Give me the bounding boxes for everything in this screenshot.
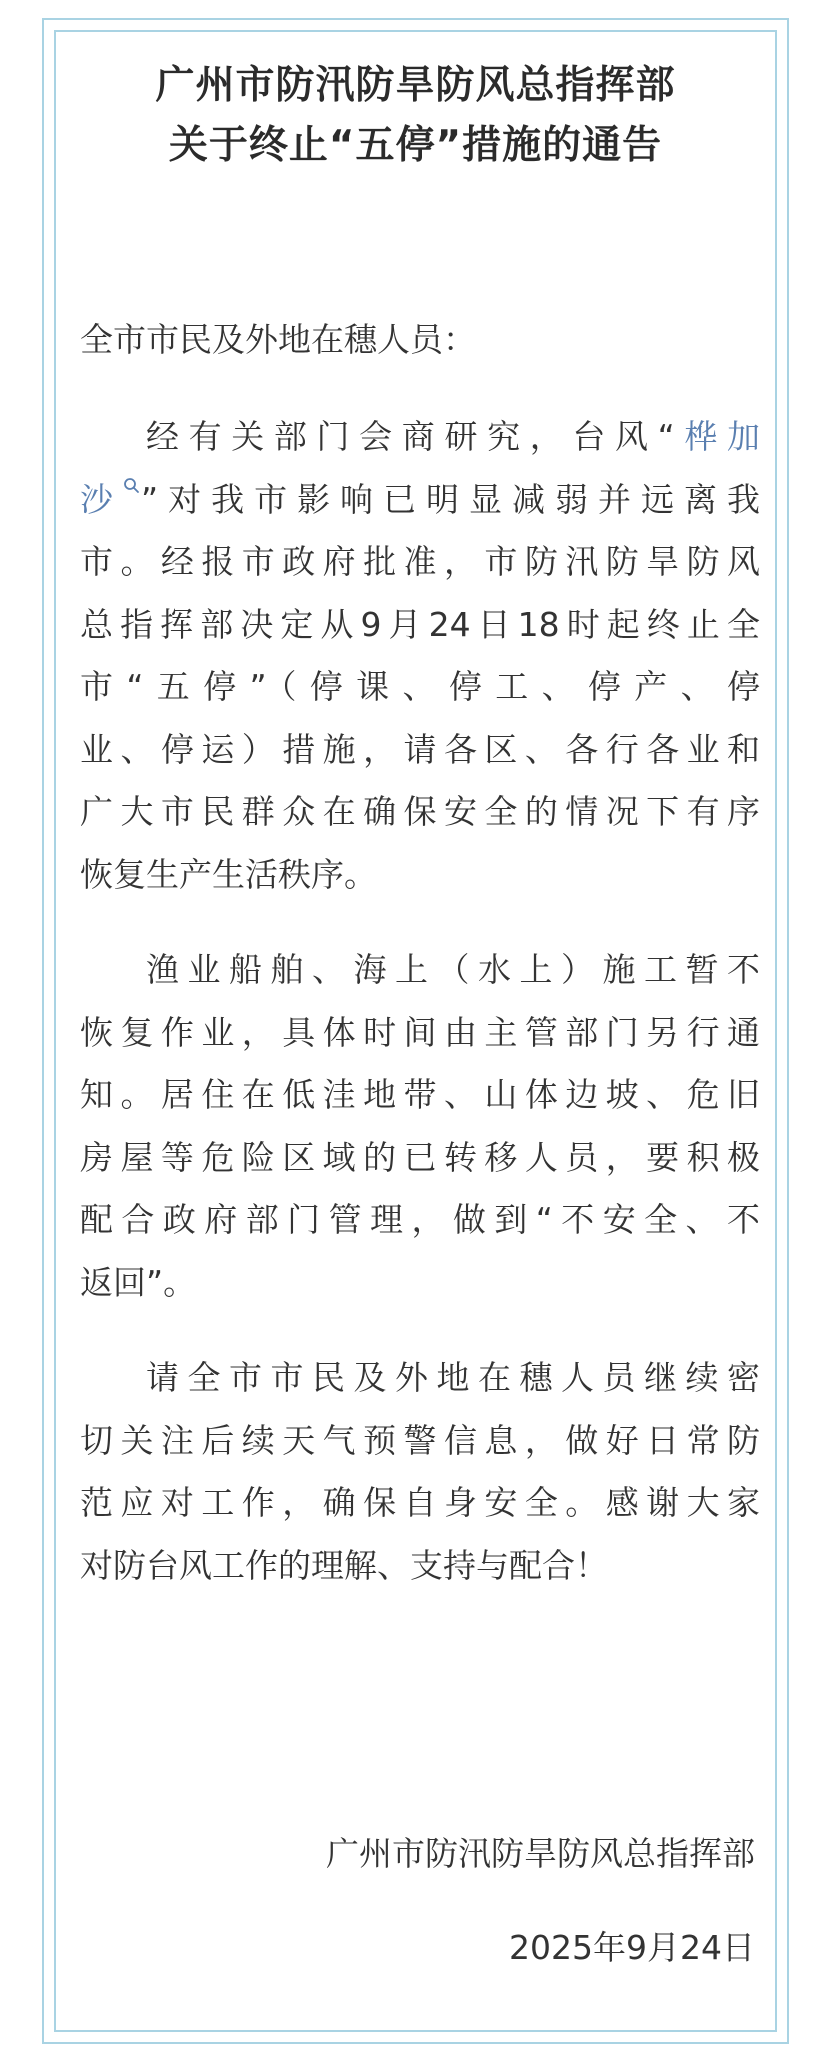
- paragraph-2-line-2: 恢复作业，具体时间由主管部门另行通: [80, 1012, 760, 1052]
- paragraph-1: [80, 406, 760, 906]
- notice-title-line-2: 关于终止“五停”措施的通告: [168, 123, 663, 168]
- paragraph-3-line-4: 对防台风工作的理解、支持与配合！: [80, 1545, 608, 1585]
- paragraph-2-line-5: 配合政府部门管理，做到“不安全、不: [80, 1200, 760, 1239]
- paragraph-2-line-4: 房屋等危险区域的已转移人员，要积极: [80, 1137, 760, 1177]
- paragraph-1-line-7: 广大市民群众在确保安全的情况下有序: [80, 792, 760, 831]
- paragraph-1-line-1-text: 经有关部门会商研究，台风“: [146, 417, 675, 456]
- search-icon[interactable]: [123, 477, 141, 497]
- typhoon-name-link[interactable]: 桦加: [674, 417, 760, 456]
- paragraph-2-line-6: 返回”。: [80, 1262, 197, 1302]
- paragraph-1-line-2: [80, 469, 760, 532]
- paragraph-2: [80, 939, 760, 1314]
- paragraph-3: [80, 1347, 760, 1597]
- paragraph-1-line-4: 总指挥部决定从9月24日18时起终止全: [80, 604, 760, 644]
- paragraph-1-line-2-text: ”对我市影响已明显减弱并远离我: [141, 479, 760, 519]
- paragraph-1-line-5: 市“五停”（停课、停工、停产、停: [80, 667, 760, 706]
- paragraph-2-line-1: 渔业船舶、海上（水上）施工暂不: [146, 950, 760, 989]
- paragraph-3-line-1: 请全市市民及外地在穗人员继续密: [146, 1358, 760, 1397]
- paragraph-3-line-3: 范应对工作，确保自身安全。感谢大家: [80, 1483, 760, 1522]
- notice-title-line-1: 广州市防汛防旱防风总指挥部: [155, 63, 676, 108]
- paragraph-1-line-8: 恢复生产生活秩序。: [80, 854, 377, 894]
- paragraph-1-line-6: 业、停运）措施，请各区、各行各业和: [80, 729, 760, 769]
- paragraph-2-line-3: 知。居住在低洼地带、山体边坡、危旧: [80, 1075, 760, 1114]
- paragraph-1-line-1: [80, 406, 760, 469]
- paragraph-1-line-3: 市。经报市政府批准，市防汛防旱防风: [80, 542, 760, 581]
- paragraph-3-line-2: 切关注后续天气预警信息，做好日常防: [80, 1420, 760, 1460]
- issue-date: 2025年9月24日: [509, 1928, 755, 1967]
- typhoon-name-link-cont[interactable]: 沙: [80, 479, 123, 519]
- salutation: 全市市民及外地在穗人员：: [80, 320, 476, 359]
- issuer-signature: 广州市防汛防旱防风总指挥部: [326, 1834, 755, 1873]
